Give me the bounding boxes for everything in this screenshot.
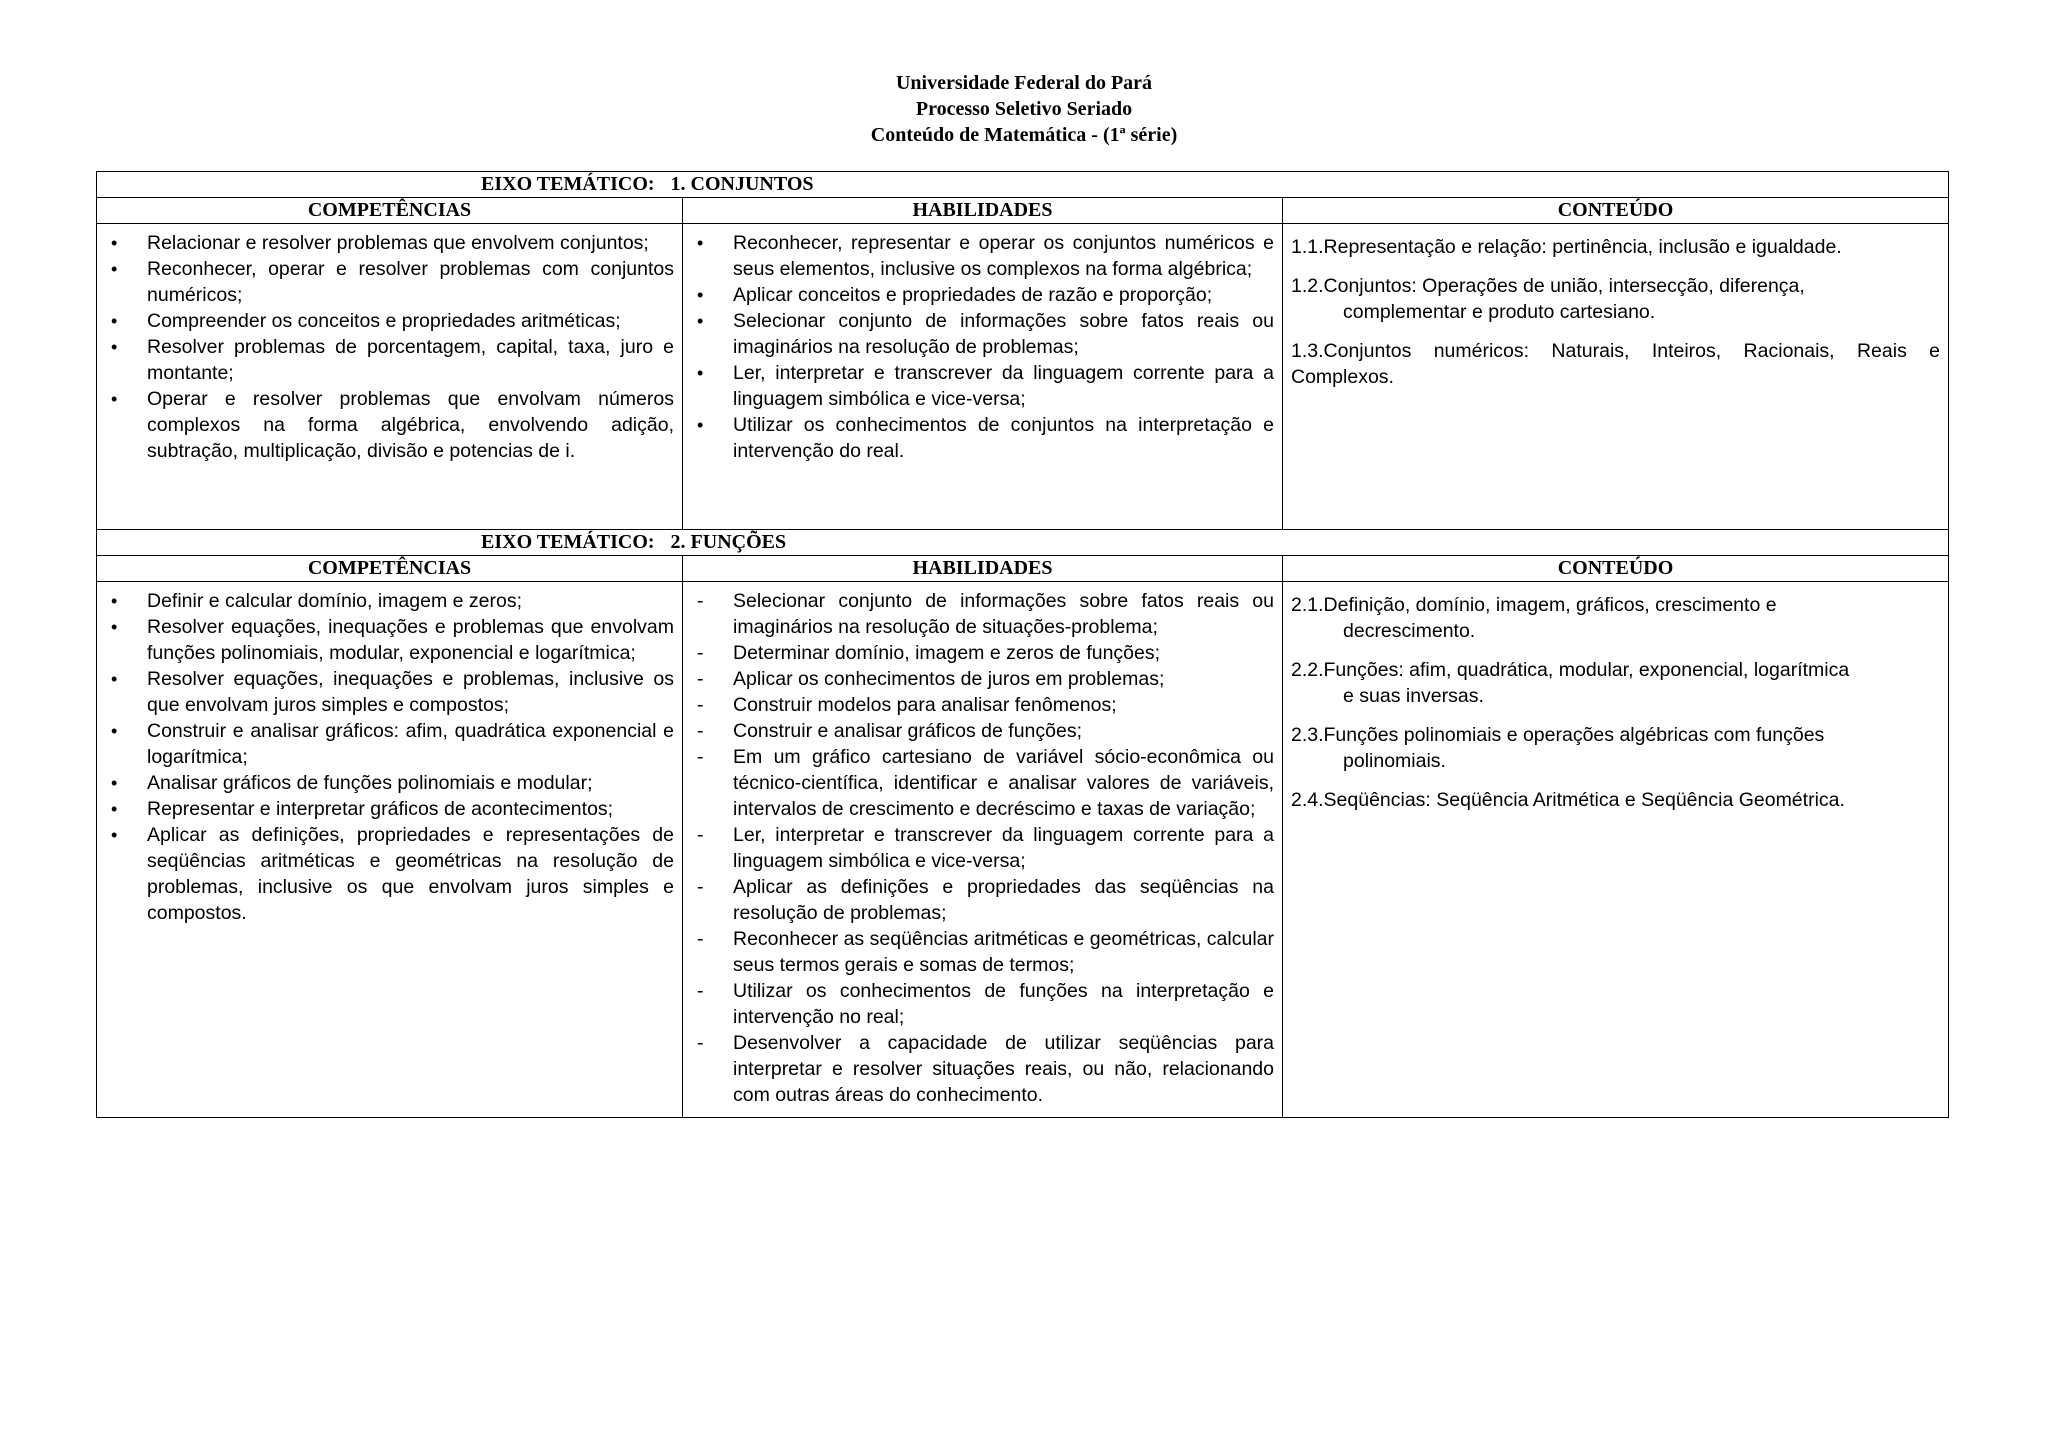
column-header-habilidades: HABILIDADES	[683, 198, 1283, 224]
content-item-continuation: polinomiais.	[1343, 750, 1446, 772]
content-item-text: 2.1.Definição, domínio, imagem, gráficos, crescimento e	[1291, 594, 1777, 616]
conteudo-cell	[1283, 224, 1949, 530]
list-item-text: Analisar gráficos de funções polinomiais e modular;	[147, 772, 593, 794]
habilidades-cell	[683, 582, 1283, 1118]
dash-marker: -	[697, 746, 704, 768]
dash-marker: -	[697, 980, 704, 1002]
column-header-conteudo: CONTEÚDO	[1283, 556, 1949, 582]
bullet-marker: •	[111, 591, 118, 611]
syllabus-table	[96, 171, 1949, 1118]
bullet-marker: •	[111, 825, 118, 845]
conteudo-cell	[1283, 582, 1949, 1118]
list-item	[693, 230, 1274, 282]
dash-marker: -	[697, 642, 704, 664]
list-item-text: Selecionar conjunto de informações sobre fatos reais ou imaginários na resolução de problemas;	[733, 310, 1274, 358]
list-item	[107, 666, 674, 718]
list-item	[107, 334, 674, 386]
university-name: Universidade Federal do Pará	[895, 72, 1153, 94]
bullet-marker: •	[111, 617, 118, 637]
content-item-text: 2.3.Funções polinomiais e operações algébricas com funções	[1291, 724, 1825, 746]
axis-header	[97, 530, 1949, 556]
list-item	[693, 308, 1274, 360]
bullet-marker: •	[111, 311, 118, 331]
content-item-text: 1.2.Conjuntos: Operações de união, intersecção, diferença,	[1291, 275, 1805, 297]
list-item-text: Em um gráfico cartesiano de variável sócio-econômica ou técnico-científica, identificar e analisar valores de variáveis, intervalos de crescimento e decréscimo e taxas de variação;	[733, 746, 1274, 820]
bullet-marker: •	[111, 669, 118, 689]
list-item-text: Ler, interpretar e transcrever da linguagem corrente para a linguagem simbólica e vice-versa;	[733, 362, 1274, 410]
bullet-marker: •	[111, 233, 118, 253]
habilidades-cell	[683, 224, 1283, 530]
bullet-marker: •	[111, 773, 118, 793]
dash-marker: -	[697, 694, 704, 716]
dash-marker: -	[697, 668, 704, 690]
list-item	[693, 978, 1274, 1030]
section-funcoes	[97, 530, 1949, 1118]
content-item	[1291, 338, 1940, 390]
bullet-marker: •	[111, 337, 118, 357]
list-item-text: Construir e analisar gráficos: afim, quadrática exponencial e logarítmica;	[147, 720, 674, 768]
column-header-competencias: COMPETÊNCIAS	[97, 556, 683, 582]
column-header-conteudo: CONTEÚDO	[1283, 198, 1949, 224]
list-item	[693, 744, 1274, 822]
list-item	[107, 588, 674, 614]
list-item-text: Aplicar os conhecimentos de juros em problemas;	[733, 668, 1165, 690]
list-item	[107, 308, 674, 334]
list-item	[693, 282, 1274, 308]
list-item	[107, 386, 674, 464]
bullet-marker: •	[111, 799, 118, 819]
dash-marker: -	[697, 824, 704, 846]
bullet-marker: •	[697, 285, 704, 305]
list-item-text: Reconhecer, representar e operar os conjuntos numéricos e seus elementos, inclusive os complexos na forma algébrica;	[733, 232, 1274, 280]
conteudo-list	[1283, 224, 1948, 390]
competencias-cell	[97, 582, 683, 1118]
section-conjuntos	[97, 172, 1949, 530]
content-item-text: 2.2.Funções: afim, quadrática, modular, exponencial, logarítmica	[1291, 659, 1850, 681]
document-title: Conteúdo de Matemática - (1ª série)	[870, 124, 1178, 146]
content-item	[1291, 273, 1940, 325]
column-header-habilidades: HABILIDADES	[683, 556, 1283, 582]
list-item	[107, 230, 674, 256]
list-item-text: Operar e resolver problemas que envolvam números complexos na forma algébrica, envolvendo adição, subtração, multiplicação, divisão e potencias de i.	[147, 388, 674, 462]
content-item-text: 1.1.Representação e relação: pertinência, inclusão e igualdade.	[1291, 236, 1842, 258]
document-header	[0, 70, 2048, 148]
list-item-text: Resolver problemas de porcentagem, capital, taxa, juro e montante;	[147, 336, 674, 384]
list-item-text: Ler, interpretar e transcrever da linguagem corrente para a linguagem simbólica e vice-versa;	[733, 824, 1274, 872]
list-item-text: Reconhecer, operar e resolver problemas com conjuntos numéricos;	[147, 258, 674, 306]
bullet-marker: •	[111, 721, 118, 741]
list-item-text: Utilizar os conhecimentos de funções na interpretação e intervenção no real;	[733, 980, 1274, 1028]
column-header-competencias: COMPETÊNCIAS	[97, 198, 683, 224]
content-item	[1291, 657, 1940, 709]
list-item-text: Representar e interpretar gráficos de acontecimentos;	[147, 798, 614, 820]
habilidades-list	[683, 582, 1282, 1108]
list-item	[693, 412, 1274, 464]
list-item	[693, 360, 1274, 412]
process-name: Processo Seletivo Seriado	[915, 98, 1133, 120]
competencias-list	[97, 582, 682, 926]
content-item	[1291, 592, 1940, 644]
content-item	[1291, 234, 1940, 260]
axis-title: 2. FUNÇÕES	[670, 531, 787, 553]
list-item-text: Compreender os conceitos e propriedades aritméticas;	[147, 310, 621, 332]
axis-header	[97, 172, 1949, 198]
list-item-text: Aplicar conceitos e propriedades de razão e proporção;	[733, 284, 1213, 306]
list-item	[693, 692, 1274, 718]
axis-title: 1. CONJUNTOS	[670, 173, 814, 195]
bullet-marker: •	[697, 233, 704, 253]
content-item-text: 1.3.Conjuntos numéricos: Naturais, Inteiros, Racionais, Reais e Complexos.	[1291, 340, 1941, 388]
dash-marker: -	[697, 1032, 704, 1054]
bullet-marker: •	[111, 259, 118, 279]
dash-marker: -	[697, 928, 704, 950]
list-item	[693, 640, 1274, 666]
list-item-text: Reconhecer as seqüências aritméticas e geométricas, calcular seus termos gerais e somas de termos;	[733, 928, 1274, 976]
list-item-text: Aplicar as definições e propriedades das seqüências na resolução de problemas;	[733, 876, 1274, 924]
list-item-text: Determinar domínio, imagem e zeros de funções;	[733, 642, 1161, 664]
bullet-marker: •	[697, 311, 704, 331]
list-item	[693, 666, 1274, 692]
content-item-continuation: e suas inversas.	[1343, 685, 1484, 707]
list-item	[107, 256, 674, 308]
list-item-text: Resolver equações, inequações e problemas, inclusive os que envolvam juros simples e compostos;	[147, 668, 674, 716]
habilidades-list	[683, 224, 1282, 464]
list-item-text: Construir modelos para analisar fenômenos;	[733, 694, 1117, 716]
bullet-marker: •	[697, 363, 704, 383]
axis-label: EIXO TEMÁTICO:	[481, 173, 655, 195]
list-item-text: Construir e analisar gráficos de funções;	[733, 720, 1083, 742]
content-item-text: 2.4.Seqüências: Seqüência Aritmética e Seqüência Geométrica.	[1291, 789, 1845, 811]
list-item-text: Desenvolver a capacidade de utilizar seqüências para interpretar e resolver situações reais, ou não, relacionando com outras áreas do conhecimento.	[733, 1032, 1274, 1106]
bullet-marker: •	[111, 389, 118, 409]
list-item	[107, 796, 674, 822]
list-item	[107, 718, 674, 770]
list-item	[107, 770, 674, 796]
list-item	[693, 1030, 1274, 1108]
conteudo-list	[1283, 582, 1948, 813]
dash-marker: -	[697, 590, 704, 612]
list-item-text: Definir e calcular domínio, imagem e zeros;	[147, 590, 522, 612]
dash-marker: -	[697, 876, 704, 898]
list-item	[107, 822, 674, 926]
content-item-continuation: decrescimento.	[1343, 620, 1476, 642]
content-item	[1291, 787, 1940, 813]
list-item-text: Relacionar e resolver problemas que envolvem conjuntos;	[147, 232, 649, 254]
list-item-text: Utilizar os conhecimentos de conjuntos na interpretação e intervenção do real.	[733, 414, 1274, 462]
list-item	[693, 926, 1274, 978]
list-item	[107, 614, 674, 666]
competencias-cell	[97, 224, 683, 530]
axis-label: EIXO TEMÁTICO:	[481, 531, 655, 553]
dash-marker: -	[697, 720, 704, 742]
list-item-text: Aplicar as definições, propriedades e representações de seqüências aritméticas e geométricas na resolução de problemas, inclusive os que envolvam juros simples e compostos.	[147, 824, 674, 924]
list-item-text: Selecionar conjunto de informações sobre fatos reais ou imaginários na resolução de situações-problema;	[733, 590, 1274, 638]
list-item-text: Resolver equações, inequações e problemas que envolvam funções polinomiais, modular, exponencial e logarítmica;	[147, 616, 674, 664]
list-item	[693, 874, 1274, 926]
content-item-continuation: complementar e produto cartesiano.	[1343, 301, 1656, 323]
content-item	[1291, 722, 1940, 774]
list-item	[693, 822, 1274, 874]
list-item	[693, 588, 1274, 640]
competencias-list	[97, 224, 682, 464]
bullet-marker: •	[697, 415, 704, 435]
list-item	[693, 718, 1274, 744]
